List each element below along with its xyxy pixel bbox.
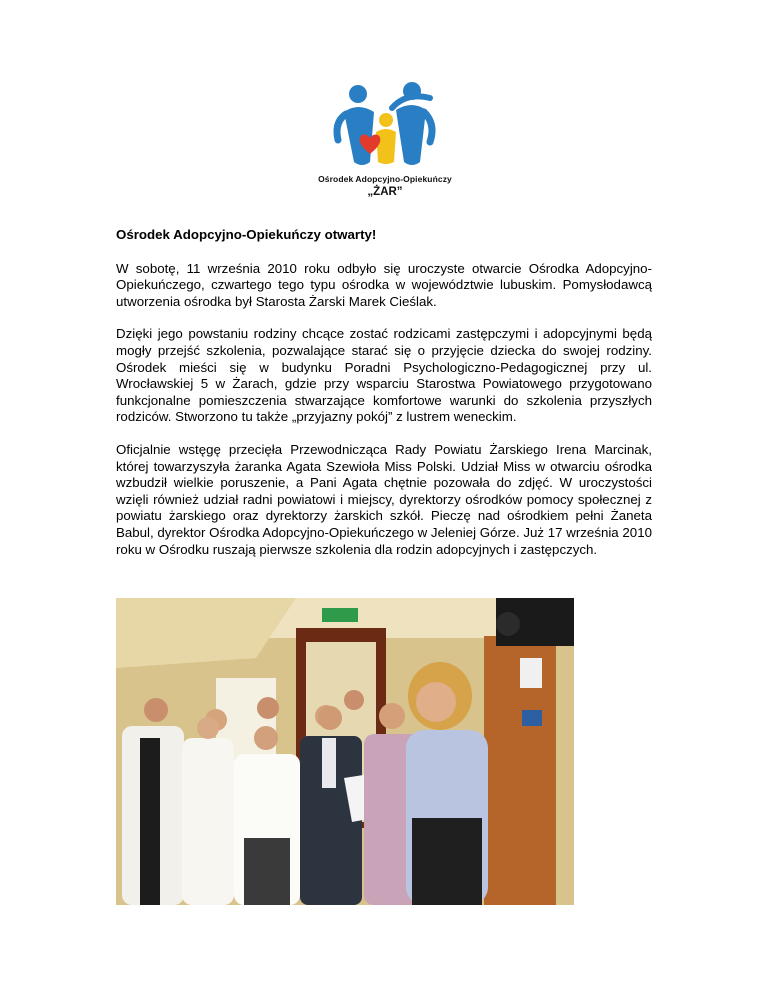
article-paragraph-3: Oficjalnie wstęgę przecięła Przewodnicząca Rady Powiatu Żarskiego Irena Marcinak, której towarzyszyła żaranka Agata Szewioła Miss Polski. Udział Miss w otwarciu ośrodka wzbudził wielkie poruszenie, a Pani Agata chętnie pozowała do zdjęć. W uroczystości wzięli również udział radni powiatowi i miejscy, dyrektorzy ośrodków pomocy społecznej z powiatu żarskiego oraz dyrektorzy żarskich szkół. Pieczę nad ośrodkiem pełni Żaneta Babul, dyrektor Ośrodka Adopcyjno-Opiekuńczego w Jeleniej Górze. Już 17 września 2010 roku w Ośrodku ruszają pierwsze szkolenia dla rodzin adopcyjnych i zastępczych.	[116, 441, 652, 557]
article	[116, 227, 652, 574]
organization-logo	[300, 82, 470, 204]
article-paragraph-2: Dzięki jego powstaniu rodziny chcące zostać rodzicami zastępczymi i adopcyjnymi będą mogły przejść szkolenia, pozwalające starać się o przyjęcie dziecka do swojej rodziny. Ośrodek mieści się w budynku Poradni Psychologiczno-Pedagogicznej przy ul. Wrocławskiej 5 w Żarach, gdzie przy wsparciu Starostwa Powiatowego przygotowano funkcjonalne pomieszczenia stwarzające komfortowe warunki do szkolenia przyszłych rodziców. Stworzono tu także „przyjazny pokój” z lustrem weneckim.	[116, 326, 652, 425]
opening-ceremony-photo	[116, 598, 574, 905]
logo-org-short-name: „ŻAR”	[367, 186, 403, 198]
family-figures-logo-icon	[330, 82, 440, 172]
logo-org-name: Ośrodek Adopcyjno-Opiekuńczy	[318, 174, 452, 184]
article-title: Ośrodek Adopcyjno-Opiekuńczy otwarty!	[116, 227, 377, 242]
article-paragraph-1: W sobotę, 11 września 2010 roku odbyło się uroczyste otwarcie Ośrodka Adopcyjno-Opiekuńczego, czwartego tego typu ośrodka w województwie lubuskim. Pomysłodawcą utworzenia ośrodka był Starosta Żarski Marek Cieślak.	[116, 260, 652, 309]
